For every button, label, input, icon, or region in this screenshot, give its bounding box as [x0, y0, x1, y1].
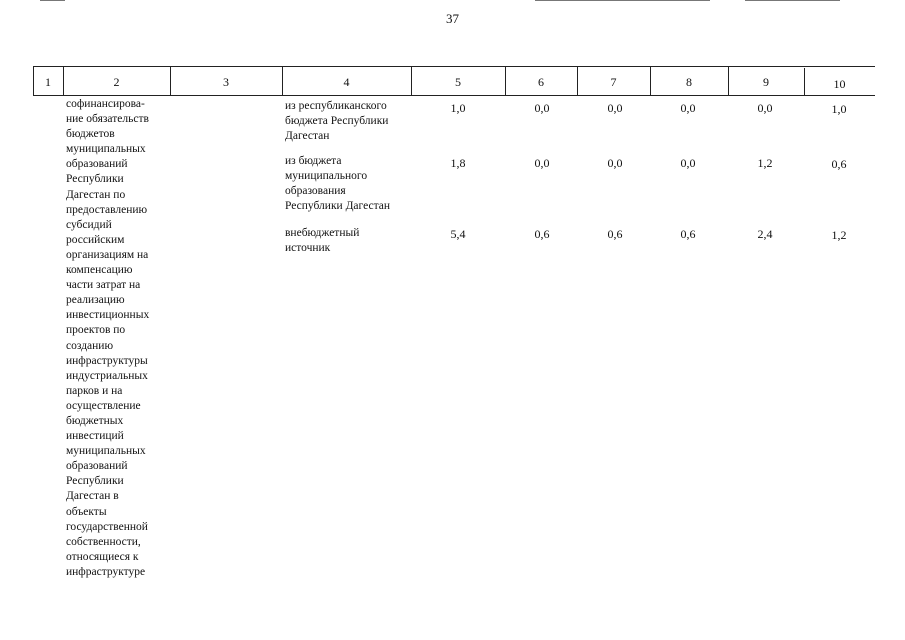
value-cell: 0,6 — [607, 227, 623, 241]
table-header-bottom-border — [33, 95, 875, 96]
value-cell: 0,0 — [680, 156, 696, 170]
value-cell: 0,0 — [607, 101, 623, 115]
header-cell-1: 1 — [45, 75, 51, 89]
funding-source-municipal: из бюджета муниципального образования Республики Дагестан — [285, 155, 390, 213]
header-cell-2: 2 — [113, 75, 120, 89]
value-cell: 0,6 — [680, 227, 696, 241]
funding-source-extrabudgetary: внебюджетный источник — [285, 227, 360, 255]
value-cell: 0,0 — [534, 156, 550, 170]
header-cell-6: 6 — [538, 75, 544, 89]
value-cell: 0,6 — [831, 157, 847, 171]
header-cell-8: 8 — [686, 75, 692, 89]
funding-source-republican: из республиканского бюджета Республики Дагестан — [285, 100, 389, 143]
value-cell: 0,0 — [534, 101, 550, 115]
header-cell-10: 10 — [833, 77, 846, 91]
header-cell-4: 4 — [343, 75, 350, 89]
value-cell: 0,6 — [534, 227, 550, 241]
header-cell-3: 3 — [223, 75, 229, 89]
value-cell: 2,4 — [757, 227, 773, 241]
page-number: 37 — [446, 11, 459, 26]
value-cell: 0,0 — [680, 101, 696, 115]
value-cell: 1,0 — [450, 101, 466, 115]
value-cell: 1,2 — [831, 228, 847, 242]
value-cell: 0,0 — [607, 156, 623, 170]
value-cell: 1,2 — [757, 156, 773, 170]
header-cell-7: 7 — [610, 75, 617, 89]
table-top-border — [33, 66, 875, 67]
header-cell-5: 5 — [455, 75, 461, 89]
top-edge-mark-right — [535, 0, 710, 1]
measure-description: софинансирова- ние обязательств бюджетов муниципальных образований Республики Дагестан по предоставлению субсидий российским организациям на компенсацию части затрат на реализацию инвестиционных проектов по созданию инфраструктуры индустриальных парков и на осуществление бюджетных инвестиций муниципальных образований Республики Дагестан в объекты государственной собственности, относящиеся к инфраструктуре — [66, 98, 150, 578]
top-edge-mark-left — [40, 0, 65, 1]
value-cell: 5,4 — [450, 227, 466, 241]
top-edge-mark-far-right — [745, 0, 840, 1]
value-cell: 0,0 — [757, 101, 773, 115]
header-cell-9: 9 — [763, 75, 769, 89]
value-cell: 1,8 — [450, 156, 466, 170]
value-cell: 1,0 — [831, 102, 847, 116]
